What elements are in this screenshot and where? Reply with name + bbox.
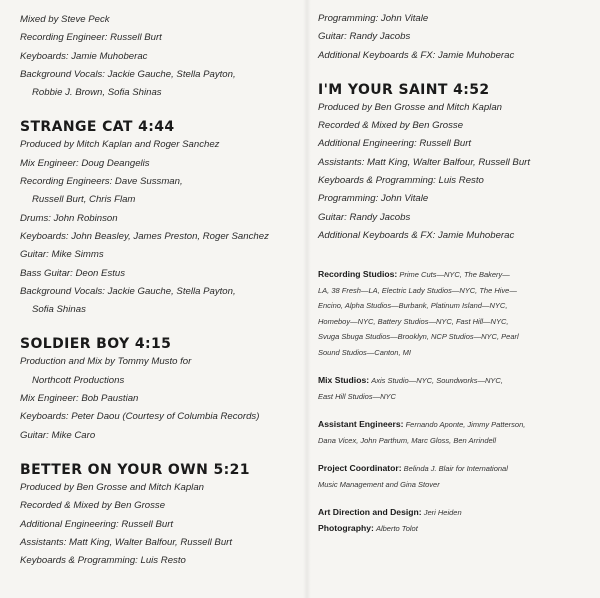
credit-line: Russell Burt, Chris Flam [32, 194, 136, 206]
credit-value: Alberto Tolot [375, 523, 418, 533]
credit-line: Keyboards: John Beasley, James Preston, Roger Sanchez [20, 230, 269, 242]
credit-value: Axis Studio—NYC, Soundworks—NYC, [371, 376, 503, 386]
credit-label: Photography: [318, 522, 374, 533]
page-fold [303, 0, 311, 598]
credit-line: Dana Vicex, John Parthum, Marc Gloss, Ben Arrindell [318, 435, 496, 445]
track-im-your-saint [318, 81, 590, 245]
track-soldier-boy [20, 335, 302, 444]
credit-line: Recording Engineer: Russell Burt [20, 32, 162, 44]
credit-line: Svuga Sbuga Studios—Brooklyn, NCP Studios—NYC, Pearl [318, 332, 519, 342]
credit-line: Produced by Ben Grosse and Mitch Kaplan [318, 101, 502, 113]
track-title: BETTER ON YOUR OWN 5:21 [20, 461, 250, 478]
track-better-on-your-own [20, 461, 302, 570]
credit-line: Homeboy—NYC, Battery Studios—NYC, Fast Hill—NYC, [318, 316, 509, 326]
credit-line: Assistants: Matt King, Walter Balfour, Russell Burt [318, 156, 531, 168]
credit-line: Additional Keyboards & FX: Jamie Muhoberac [318, 49, 515, 61]
credit-line: Programming: John Vitale [318, 193, 429, 205]
credit-label: Recording Studios: [318, 269, 398, 280]
credit-line: Keyboards: Peter Daou (Courtesy of Columbia Records) [20, 411, 260, 423]
credit-line: Programming: John Vitale [318, 13, 429, 24]
credit-line: Recorded & Mixed by Ben Grosse [20, 500, 166, 512]
credit-line: Produced by Mitch Kaplan and Roger Sanchez [20, 139, 220, 151]
credit-line: Keyboards & Programming: Luis Resto [20, 555, 186, 567]
credit-line: Northcott Productions [32, 374, 125, 386]
credit-line: Background Vocals: Jackie Gauche, Stella Payton, [20, 285, 236, 297]
credit-label: Mix Studios: [318, 375, 370, 386]
credit-line: Assistants: Matt King, Walter Balfour, Russell Burt [20, 536, 233, 548]
credit-value: Prime Cuts—NYC, The Bakery— [399, 270, 510, 280]
continued-credits [318, 10, 590, 65]
credit-line: Mix Engineer: Bob Paustian [20, 393, 139, 405]
track-title: I'M YOUR SAINT 4:52 [318, 81, 490, 98]
credit-line: Mixed by Steve Peck [20, 14, 110, 25]
art-direction [318, 505, 590, 521]
credit-line: Bass Guitar: Deon Estus [20, 267, 126, 279]
credit-line: Guitar: Randy Jacobs [318, 31, 411, 43]
track-title: STRANGE CAT 4:44 [20, 119, 175, 136]
credit-line: Additional Keyboards & FX: Jamie Muhoberac [318, 229, 515, 241]
credit-line: Encino, Alpha Studios—Burbank, Platinum Island—NYC, [318, 301, 508, 311]
intro-credits [20, 11, 302, 102]
credit-value: Fernando Aponte, Jimmy Patterson, [405, 420, 526, 430]
credit-line: LA, 38 Fresh—LA, Electric Lady Studios—NYC, The Hive— [318, 285, 517, 295]
credit-line: Recorded & Mixed by Ben Grosse [318, 120, 464, 132]
credit-line: Drums: John Robinson [20, 212, 118, 224]
project-coordinator [318, 461, 590, 492]
credit-label: Assistant Engineers: [318, 419, 404, 430]
credit-value: Belinda J. Blair for International [403, 464, 508, 474]
credit-line: Music Management and Gina Stover [318, 479, 440, 489]
credit-line: Guitar: Mike Caro [20, 429, 96, 441]
credit-line: Keyboards & Programming: Luis Resto [318, 175, 484, 187]
credit-line: Recording Engineers: Dave Sussman, [20, 176, 183, 188]
credit-line: Guitar: Randy Jacobs [318, 211, 411, 223]
track-strange-cat [20, 118, 302, 319]
recording-studios [318, 267, 590, 360]
credit-line: Additional Engineering: Russell Burt [20, 518, 174, 530]
credit-label: Project Coordinator: [318, 463, 402, 474]
credit-line: Sound Studios—Canton, MI [318, 347, 411, 357]
left-column [20, 0, 302, 570]
credit-label: Art Direction and Design: [318, 507, 422, 518]
photography [318, 521, 590, 537]
credit-line: Background Vocals: Jackie Gauche, Stella Payton, [20, 68, 236, 80]
track-title: SOLDIER BOY 4:15 [20, 336, 172, 353]
credit-line: Guitar: Mike Simms [20, 249, 104, 261]
mix-studios [318, 373, 590, 404]
credit-line: Additional Engineering: Russell Burt [318, 138, 472, 150]
credit-line: Sofia Shinas [32, 304, 86, 316]
assistant-engineers [318, 417, 590, 448]
credit-line: Production and Mix by Tommy Musto for [20, 356, 192, 368]
credit-line: Mix Engineer: Doug Deangelis [20, 157, 150, 169]
credit-line: Produced by Ben Grosse and Mitch Kaplan [20, 481, 204, 493]
credit-line: Keyboards: Jamie Muhoberac [20, 50, 148, 62]
credit-line: East Hill Studios—NYC [318, 391, 396, 401]
right-column [318, 0, 590, 536]
credit-value: Jeri Heiden [423, 508, 462, 518]
credit-line: Robbie J. Brown, Sofia Shinas [32, 87, 162, 99]
